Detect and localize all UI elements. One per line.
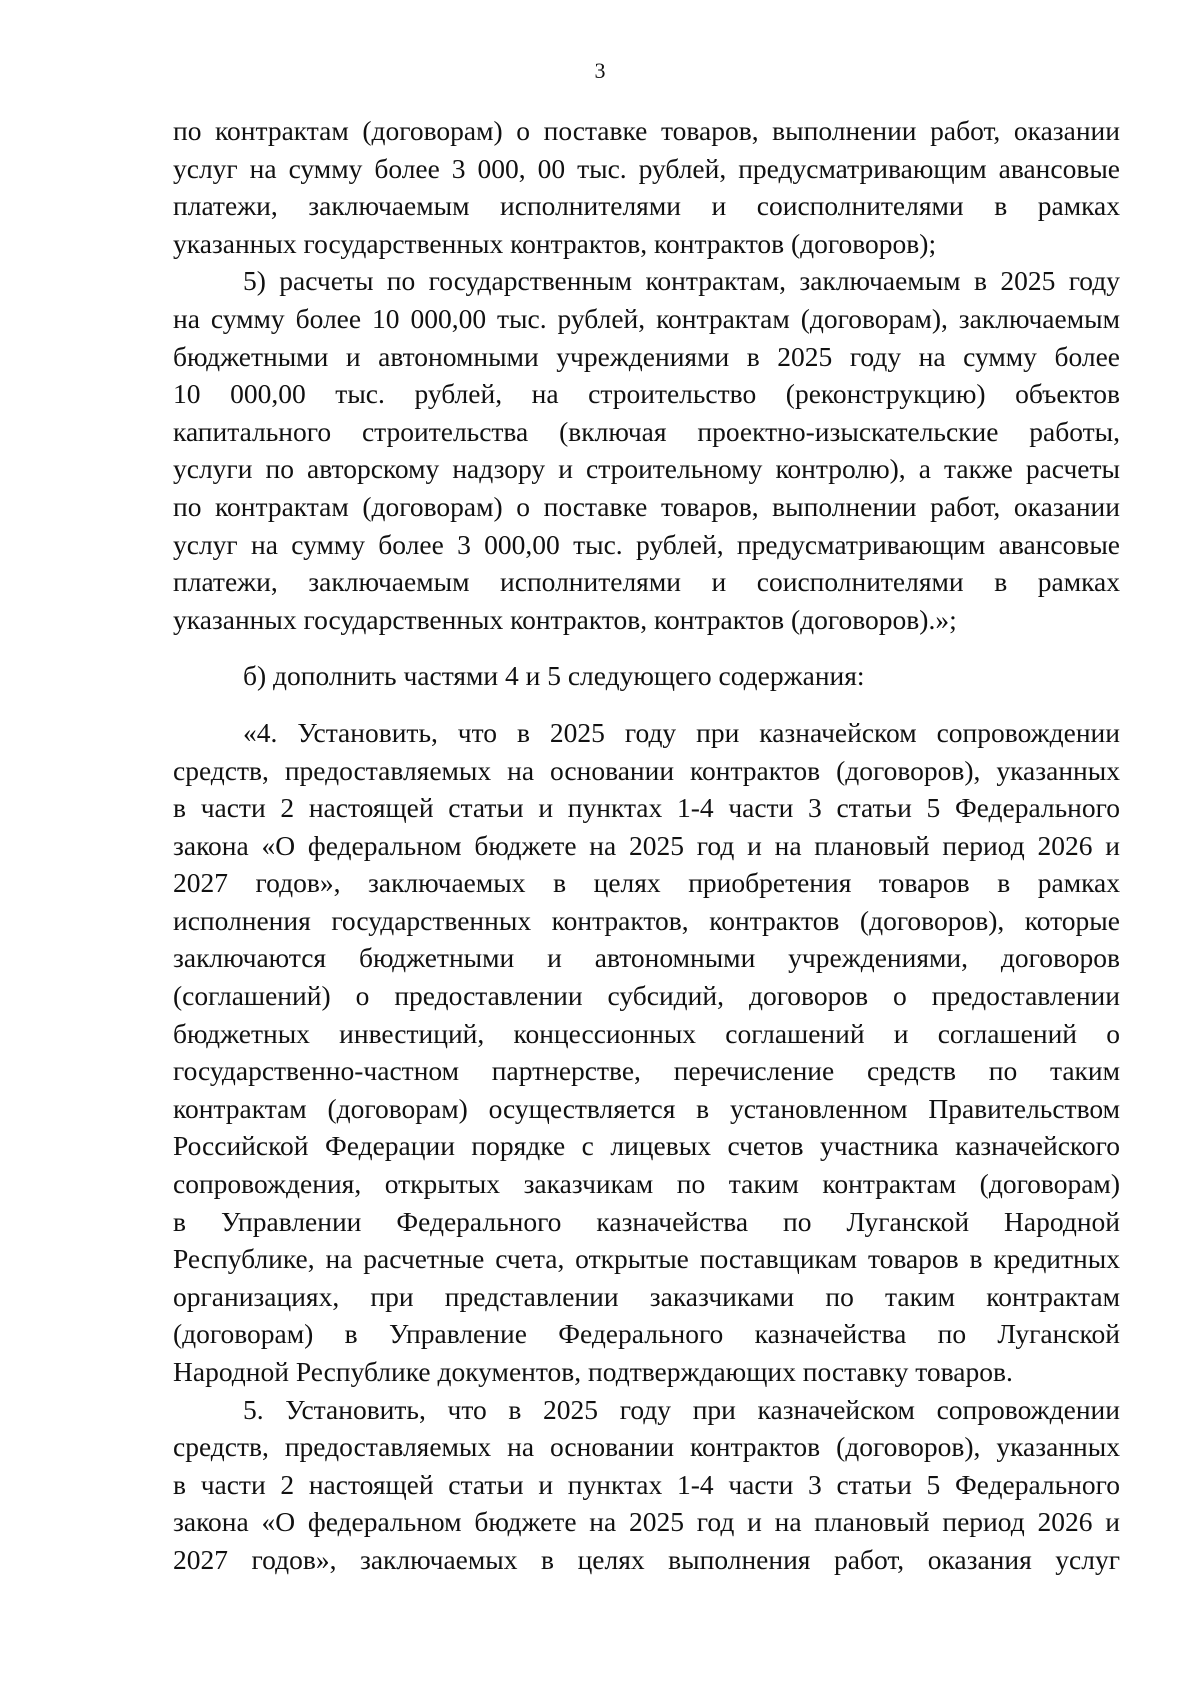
text-line: сопровождения, открытых заказчикам по таким контрактам (договорам) [173, 1168, 1120, 1200]
text-line: средств, предоставляемых на основании контрактов (договоров), указанных [173, 754, 1120, 786]
text-line: Российской Федерации порядке с лицевых счетов участника казначейского [173, 1130, 1120, 1162]
text-line: (соглашений) о предоставлении субсидий, договоров о предоставлении [173, 980, 1120, 1012]
text-line: 10 000,00 тыс. рублей, на строительство (реконструкцию) объектов [173, 378, 1120, 410]
text-line: в части 2 настоящей статьи и пунктах 1-4 части 3 статьи 5 Федерального [173, 792, 1120, 824]
text-line: (договорам) в Управление Федерального казначейства по Луганской [173, 1318, 1120, 1350]
text-line: Республике, на расчетные счета, открытые поставщикам товаров в кредитных [173, 1243, 1120, 1275]
text-line: контрактам (договорам) осуществляется в установленном Правительством [173, 1092, 1120, 1124]
text-line: указанных государственных контрактов, контрактов (договоров); [173, 227, 937, 259]
paragraph [173, 714, 1120, 1391]
text-line: б) дополнить частями 4 и 5 следующего содержания: [243, 660, 865, 692]
text-line: в Управлении Федерального казначейства по Луганской Народной [173, 1205, 1120, 1237]
text-line: 5) расчеты по государственным контрактам, заключаемым в 2025 году [243, 265, 1120, 297]
text-line: «4. Установить, что в 2025 году при казначейском сопровождении [243, 716, 1120, 748]
text-line: Народной Республике документов, подтверждающих поставку товаров. [173, 1356, 1013, 1387]
text-line: государственно-частном партнерстве, перечисление средств по таким [173, 1055, 1120, 1087]
document-body [173, 112, 1120, 1579]
paragraph [173, 262, 1120, 638]
text-line: в части 2 настоящей статьи и пунктах 1-4 части 3 статьи 5 Федерального [173, 1468, 1120, 1500]
paragraph [173, 112, 1120, 262]
paragraph-gap [173, 695, 1120, 714]
text-line: по контрактам (договорам) о поставке товаров, выполнении работ, оказании [173, 115, 1120, 146]
text-line: указанных государственных контрактов, контрактов (договоров).»; [173, 603, 957, 635]
text-line: капитального строительства (включая проектно-изыскательские работы, [173, 415, 1120, 447]
page-number: 3 [594, 58, 606, 83]
text-line: бюджетных инвестиций, концессионных соглашений и соглашений о [173, 1017, 1120, 1049]
text-line: заключаются бюджетными и автономными учреждениями, договоров [173, 942, 1120, 974]
text-line: бюджетными и автономными учреждениями в 2025 году на сумму более [173, 340, 1120, 372]
text-line: по контрактам (договорам) о поставке товаров, выполнении работ, оказании [173, 490, 1120, 522]
paragraph-gap [173, 638, 1120, 657]
text-line: 2027 годов», заключаемых в целях приобретения товаров в рамках [173, 867, 1120, 899]
text-line: 2027 годов», заключаемых в целях выполнения работ, оказания услуг [173, 1543, 1120, 1575]
text-line: услуг на сумму более 3 000,00 тыс. рублей, предусматривающим авансовые [173, 528, 1120, 560]
text-line: организациях, при представлении заказчиками по таким контрактам [173, 1280, 1120, 1312]
paragraph [173, 1391, 1120, 1579]
text-line: закона «О федеральном бюджете на 2025 год и на плановый период 2026 и [173, 1506, 1120, 1538]
text-line: платежи, заключаемым исполнителями и соисполнителями в рамках [173, 566, 1120, 598]
text-line: услуги по авторскому надзору и строительному контролю), а также расчеты [173, 453, 1120, 485]
paragraph [173, 657, 1120, 695]
text-line: 5. Установить, что в 2025 году при казначейском сопровождении [243, 1393, 1120, 1425]
text-line: исполнения государственных контрактов, контрактов (договоров), которые [173, 904, 1120, 936]
text-line: закона «О федеральном бюджете на 2025 год и на плановый период 2026 и [173, 829, 1120, 861]
text-line: услуг на сумму более 3 000, 00 тыс. рублей, предусматривающим авансовые [173, 152, 1120, 184]
text-line: на сумму более 10 000,00 тыс. рублей, контрактам (договорам), заключаемым [173, 302, 1120, 334]
text-line: платежи, заключаемым исполнителями и соисполнителями в рамках [173, 190, 1120, 222]
text-line: средств, предоставляемых на основании контрактов (договоров), указанных [173, 1431, 1120, 1463]
